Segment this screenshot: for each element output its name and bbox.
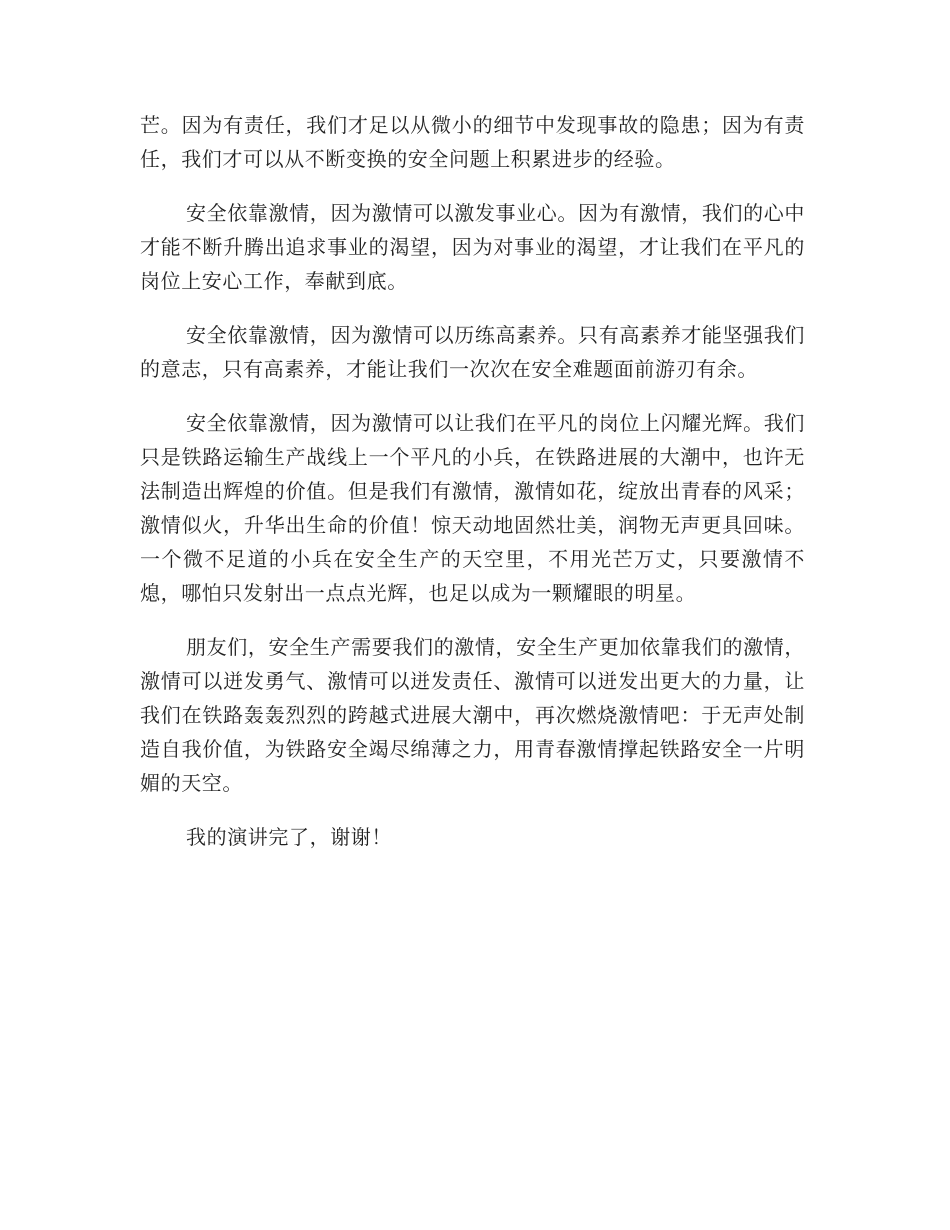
paragraph-passion-career: 安全依靠激情，因为激情可以激发事业心。因为有激情，我们的心中才能不断升腾出追求事业的渴望，因为对事业的渴望，才让我们在平凡的岗位上安心工作，奉献到底。 xyxy=(140,201,805,293)
document-body xyxy=(140,108,805,854)
paragraph-passion-shine: 安全依靠激情，因为激情可以让我们在平凡的岗位上闪耀光辉。我们只是铁路运输生产战线上一个平凡的小兵，在铁路进展的大潮中，也许无法制造出辉煌的价值。但是我们有激情，激情如花，绽放出青春的风采；激情似火，升华出生命的价值！惊天动地固然壮美，润物无声更具回味。一个微不足道的小兵在安全生产的天空里，不用光芒万丈，只要激情不熄，哪怕只发射出一点点光辉，也足以成为一颗耀眼的明星。 xyxy=(140,411,805,605)
paragraph-closing: 我的演讲完了，谢谢！ xyxy=(186,825,392,849)
paragraph-continued: 芒。因为有责任，我们才足以从微小的细节中发现事故的隐患；因为有责任，我们才可以从不断变换的安全问题上积累进步的经验。 xyxy=(140,113,805,171)
paragraph-friends: 朋友们，安全生产需要我们的激情，安全生产更加依靠我们的激情，激情可以迸发勇气、激情可以迸发责任、激情可以迸发出更大的力量，让我们在铁路轰轰烈烈的跨越式进展大潮中，再次燃烧激情吧：于无声处制造自我价值，为铁路安全竭尽绵薄之力，用青春激情撑起铁路安全一片明媚的天空。 xyxy=(140,635,805,795)
paragraph-passion-quality: 安全依靠激情，因为激情可以历练高素养。只有高素养才能坚强我们的意志，只有高素养，才能让我们一次次在安全难题面前游刃有余。 xyxy=(140,323,805,381)
